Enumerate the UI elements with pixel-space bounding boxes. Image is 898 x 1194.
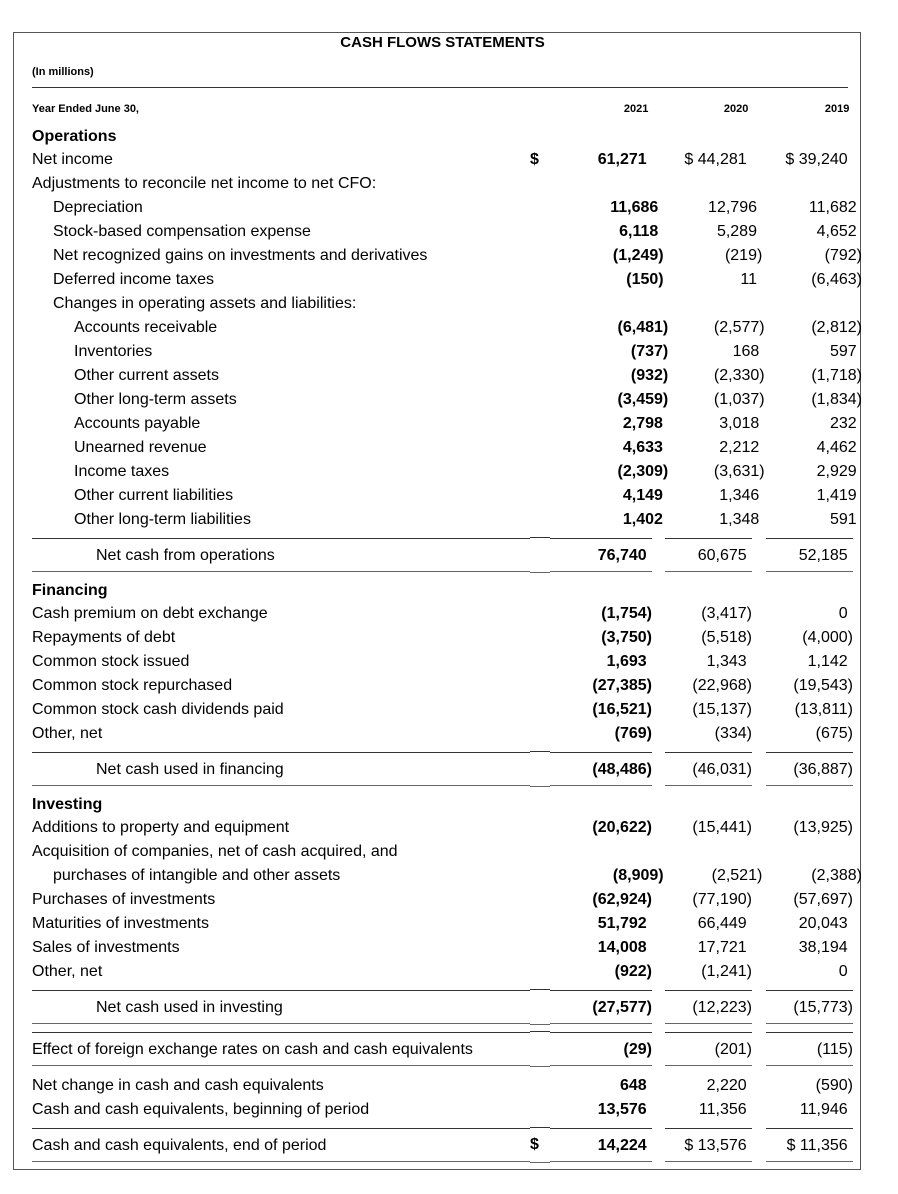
value-2019: (6,463): [811, 271, 862, 288]
value-2021: (48,486): [550, 752, 652, 786]
value-2019: (1,718): [811, 367, 863, 384]
row-label: Net change in cash and cash equivalents: [32, 1077, 324, 1094]
column-header-row: [32, 96, 862, 122]
total-row: [32, 1032, 862, 1066]
value-2020: (201): [665, 1032, 752, 1066]
section-heading: [32, 126, 862, 148]
value-2019: (115): [766, 1032, 853, 1066]
table-row: [32, 602, 862, 626]
divider: [32, 87, 848, 88]
value-2021: (3,459): [617, 391, 669, 408]
value-2020: (5,518): [701, 629, 752, 646]
year-2020: 2020: [723, 103, 749, 115]
row-label: Other long-term assets: [74, 391, 237, 408]
table-row: [32, 148, 862, 172]
row-label: Accounts receivable: [74, 319, 218, 336]
value-2020: 12,796: [708, 199, 757, 216]
section-heading: [32, 580, 862, 602]
value-2019: 597: [829, 343, 857, 360]
value-2021: 2,798: [622, 415, 663, 432]
value-2019: 4,462: [816, 439, 857, 456]
period-label: Year Ended June 30,: [32, 103, 139, 115]
year-2021: 2021: [623, 103, 649, 115]
value-2020: (15,441): [692, 819, 752, 836]
value-2021: (2,309): [617, 463, 669, 480]
table-row: [32, 960, 862, 984]
row-label: Common stock issued: [32, 653, 190, 670]
value-2021: 4,633: [622, 439, 663, 456]
value-2020: 5,289: [716, 223, 757, 240]
value-2020: (46,031): [665, 752, 752, 786]
row-label: Depreciation: [53, 199, 143, 216]
value-2021: 13,576: [597, 1101, 647, 1118]
table-row: [32, 674, 862, 698]
value-2021: 1,693: [606, 653, 647, 670]
value-2021: (1,249): [612, 247, 664, 264]
value-2020: 11,356: [698, 1101, 747, 1118]
value-2020: 2,212: [719, 439, 760, 456]
value-2020: (77,190): [692, 891, 752, 908]
table-row: [32, 412, 862, 436]
row-label: Inventories: [74, 343, 153, 360]
value-2021: (20,622): [592, 819, 652, 836]
value-2020: (219): [724, 247, 763, 264]
value-2019: 232: [829, 415, 857, 432]
statement-title: CASH FLOWS STATEMENTS: [340, 34, 545, 51]
total-row: [32, 538, 862, 572]
value-2020: 1,348: [719, 511, 760, 528]
table-row: [32, 340, 862, 364]
value-2020: (334): [714, 725, 752, 742]
value-2019: 52,185: [766, 538, 853, 572]
value-2019: 1,419: [816, 487, 857, 504]
value-2021: 61,271: [597, 151, 647, 168]
value-2020: (12,223): [665, 990, 752, 1024]
table-row: [32, 840, 862, 864]
value-2019: 0: [838, 963, 848, 980]
table-row: [32, 508, 862, 532]
row-label: Cash and cash equivalents, end of period: [32, 1128, 530, 1162]
value-2021: (932): [630, 367, 669, 384]
table-row: [32, 936, 862, 960]
value-2019: $ 39,240: [785, 151, 848, 168]
currency-symbol: [530, 989, 550, 1025]
row-label: Net cash used in financing: [32, 752, 530, 786]
value-2019: 20,043: [798, 915, 848, 932]
table-row: [32, 220, 862, 244]
currency-symbol: $: [530, 151, 539, 168]
row-label: Net income: [32, 151, 113, 168]
statement-table: [32, 96, 862, 1170]
table-row: [32, 316, 862, 340]
value-2020: 11: [740, 271, 757, 288]
year-2019: 2019: [824, 103, 850, 115]
section-heading: [32, 794, 862, 816]
table-row: [32, 484, 862, 508]
value-2020: $ 13,576: [665, 1128, 752, 1162]
value-2021: 14,008: [597, 939, 647, 956]
units-note: (In millions): [32, 66, 94, 78]
value-2019: 38,194: [798, 939, 848, 956]
row-label: Additions to property and equipment: [32, 819, 290, 836]
value-2021: 6,118: [619, 223, 659, 240]
currency-symbol: [530, 751, 550, 787]
value-2021: 11,686: [610, 199, 659, 216]
value-2021: (1,754): [601, 605, 652, 622]
value-2019: (1,834): [811, 391, 863, 408]
row-label: Common stock cash dividends paid: [32, 701, 284, 718]
value-2021: (27,385): [592, 677, 652, 694]
value-2019: (2,812): [811, 319, 863, 336]
row-label: Maturities of investments: [32, 915, 209, 932]
value-2019: 591: [829, 511, 857, 528]
value-2019: (57,697): [793, 891, 853, 908]
table-row: [32, 888, 862, 912]
value-2020: 60,675: [665, 538, 752, 572]
value-2021: 51,792: [597, 915, 647, 932]
value-2021: (29): [550, 1032, 652, 1066]
row-label: Other, net: [32, 963, 103, 980]
row-label: Adjustments to reconcile net income to net CFO:: [32, 175, 377, 192]
value-2021: (8,909): [612, 867, 664, 884]
value-2019: $ 11,356: [766, 1128, 853, 1162]
value-2019: (4,000): [802, 629, 853, 646]
value-2020: (1,241): [701, 963, 752, 980]
value-2019: 11,946: [799, 1101, 848, 1118]
table-row: [32, 722, 862, 746]
row-label: Financing: [32, 582, 108, 599]
value-2020: (15,137): [692, 701, 752, 718]
value-2019: 11,682: [808, 199, 857, 216]
row-label: Unearned revenue: [74, 439, 207, 456]
value-2021: 4,149: [622, 487, 663, 504]
total-row: [32, 1128, 862, 1162]
value-2019: 4,652: [816, 223, 857, 240]
value-2020: 17,721: [697, 939, 747, 956]
value-2019: 1,142: [807, 653, 848, 670]
currency-symbol: [530, 537, 550, 573]
row-label: Accounts payable: [74, 415, 201, 432]
row-label: Common stock repurchased: [32, 677, 233, 694]
value-2020: (2,521): [711, 867, 763, 884]
table-row: [32, 196, 862, 220]
value-2020: (22,968): [692, 677, 752, 694]
value-2021: (922): [614, 963, 652, 980]
total-row: [32, 990, 862, 1024]
value-2019: (792): [824, 247, 862, 264]
table-row: [32, 172, 862, 196]
table-row: [32, 436, 862, 460]
value-2019: 2,929: [816, 463, 857, 480]
row-label: Net cash from operations: [32, 538, 530, 572]
table-row: [32, 816, 862, 840]
table-row: [32, 1074, 862, 1098]
row-label: Operations: [32, 128, 117, 145]
row-label: purchases of intangible and other assets: [53, 867, 341, 884]
value-2019: (675): [815, 725, 853, 742]
value-2019: (36,887): [766, 752, 853, 786]
currency-symbol: [530, 1031, 550, 1067]
value-2021: (16,521): [592, 701, 652, 718]
value-2019: (15,773): [766, 990, 853, 1024]
value-2019: 0: [838, 605, 848, 622]
value-2019: (13,925): [793, 819, 853, 836]
row-label: Sales of investments: [32, 939, 180, 956]
table-row: [32, 364, 862, 388]
value-2021: 14,224: [550, 1128, 652, 1162]
value-2020: 1,343: [706, 653, 747, 670]
table-row: [32, 388, 862, 412]
row-label: Acquisition of companies, net of cash acquired, and: [32, 843, 398, 860]
value-2021: (27,577): [550, 990, 652, 1024]
table-row: [32, 292, 862, 316]
row-label: Other long-term liabilities: [74, 511, 251, 528]
value-2020: 3,018: [719, 415, 760, 432]
row-label: Changes in operating assets and liabilities:: [53, 295, 357, 312]
value-2020: (3,631): [713, 463, 765, 480]
value-2021: (6,481): [617, 319, 669, 336]
row-label: Repayments of debt: [32, 629, 176, 646]
row-label: Cash premium on debt exchange: [32, 605, 268, 622]
value-2020: (3,417): [701, 605, 752, 622]
row-label: Net recognized gains on investments and derivatives: [53, 247, 428, 264]
row-label: Net cash used in investing: [32, 990, 530, 1024]
row-label: Investing: [32, 796, 103, 813]
table-row: [32, 864, 862, 888]
value-2021: (769): [614, 725, 652, 742]
value-2021: 76,740: [550, 538, 652, 572]
row-label: Stock-based compensation expense: [53, 223, 311, 240]
value-2021: (737): [630, 343, 669, 360]
value-2020: 2,220: [706, 1077, 747, 1094]
value-2020: 1,346: [719, 487, 760, 504]
row-label: Deferred income taxes: [53, 271, 214, 288]
row-label: Other, net: [32, 725, 103, 742]
value-2020: (2,330): [713, 367, 765, 384]
table-row: [32, 912, 862, 936]
value-2021: (62,924): [592, 891, 652, 908]
row-label: Other current assets: [74, 367, 219, 384]
row-label: Income taxes: [74, 463, 170, 480]
row-label: Cash and cash equivalents, beginning of period: [32, 1101, 370, 1118]
value-2020: (2,577): [713, 319, 765, 336]
value-2021: (150): [626, 271, 664, 288]
value-2021: (3,750): [601, 629, 652, 646]
value-2019: (590): [815, 1077, 853, 1094]
value-2021: 1,402: [622, 511, 663, 528]
currency-symbol: $: [530, 1127, 550, 1163]
table-row: [32, 698, 862, 722]
value-2020: $ 44,281: [684, 151, 747, 168]
value-2019: (13,811): [794, 701, 853, 718]
row-label: Effect of foreign exchange rates on cash and cash equivalents: [32, 1032, 530, 1066]
value-2020: (1,037): [713, 391, 765, 408]
table-row: [32, 650, 862, 674]
row-label: Other current liabilities: [74, 487, 234, 504]
table-row: [32, 268, 862, 292]
table-row: [32, 244, 862, 268]
total-row: [32, 752, 862, 786]
value-2019: (2,388): [811, 867, 862, 884]
table-row: [32, 460, 862, 484]
value-2019: (19,543): [793, 677, 853, 694]
table-row: [32, 626, 862, 650]
row-label: Purchases of investments: [32, 891, 216, 908]
value-2020: 66,449: [697, 915, 747, 932]
value-2020: 168: [732, 343, 760, 360]
table-row: [32, 1098, 862, 1122]
value-2021: 648: [619, 1077, 647, 1094]
